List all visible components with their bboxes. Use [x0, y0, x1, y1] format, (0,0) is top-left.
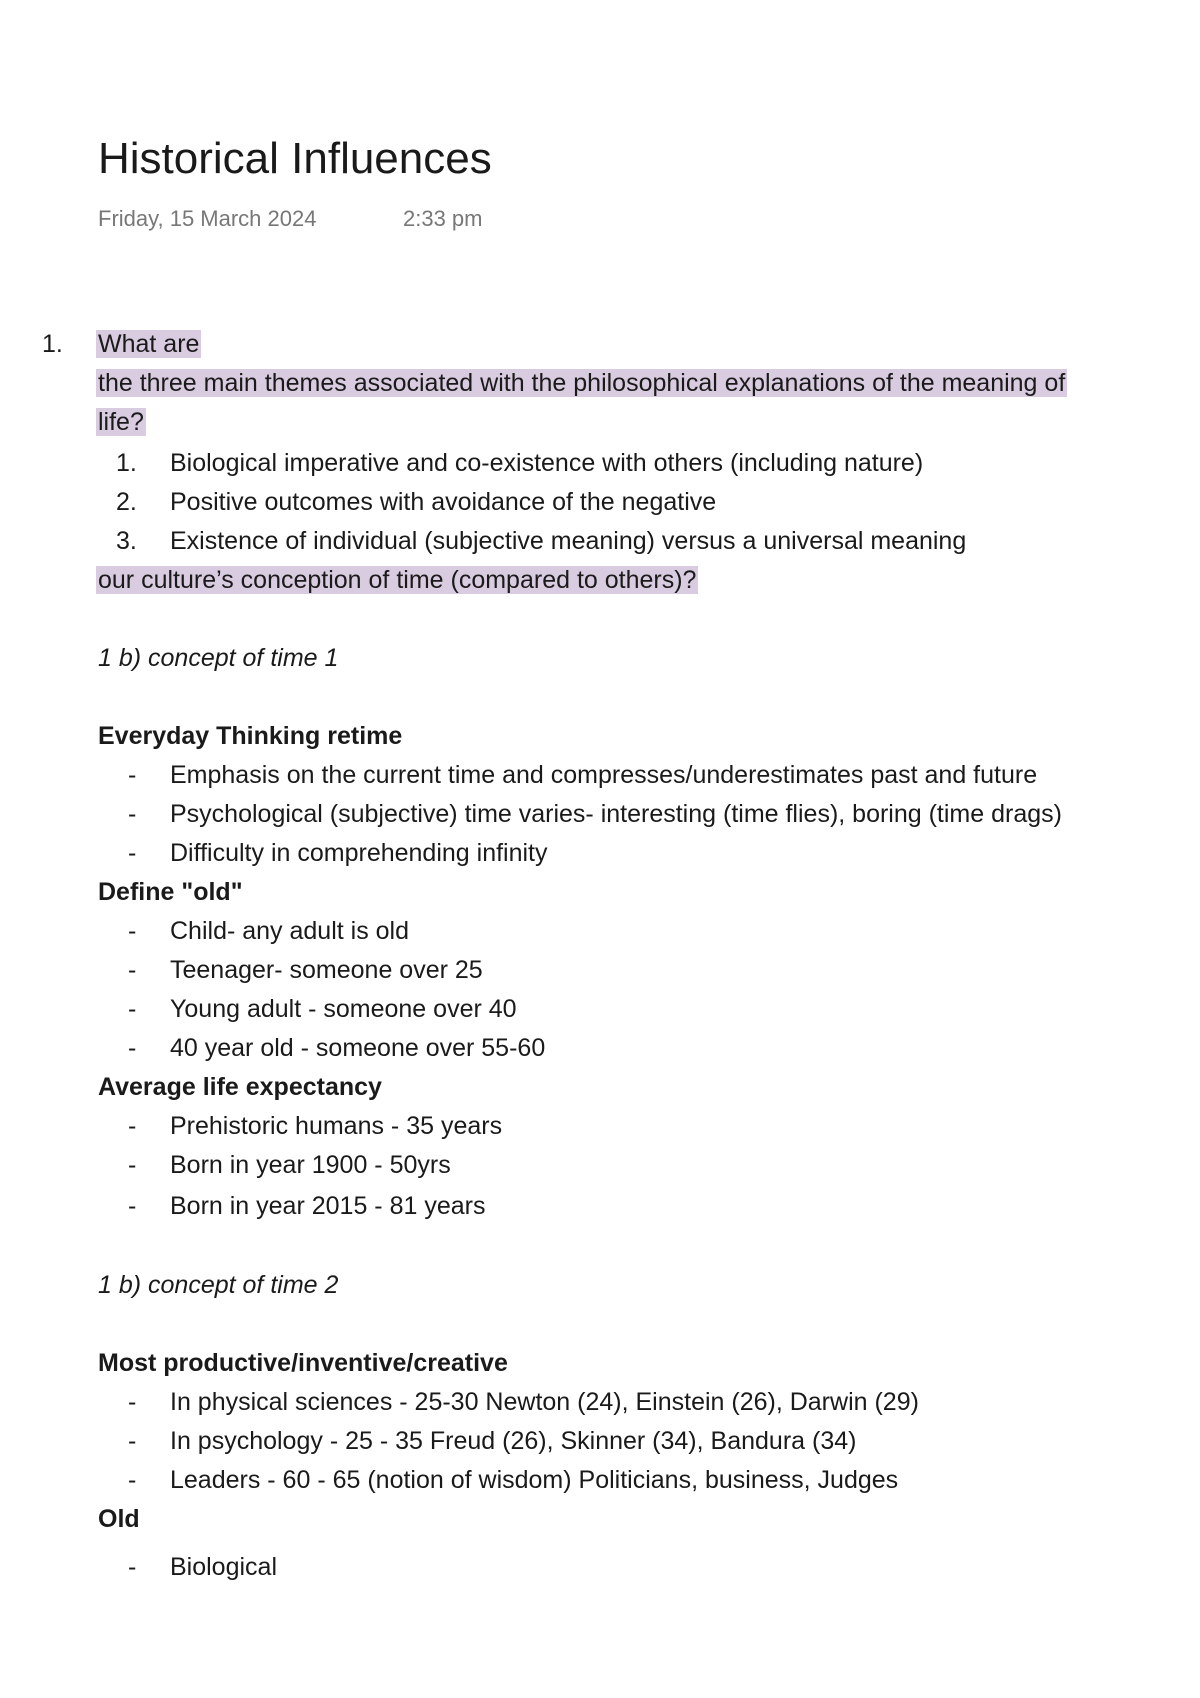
- list-item: Leaders - 60 - 65 (notion of wisdom) Politicians, business, Judges: [170, 1466, 899, 1494]
- section-title: 1 b) concept of time 2: [98, 1271, 339, 1299]
- bullet-marker: -: [128, 1388, 137, 1416]
- bullet-marker: -: [128, 1192, 137, 1220]
- question-line-1: [98, 327, 201, 361]
- bullet-marker: -: [128, 956, 137, 984]
- list-item: Child- any adult is old: [170, 917, 410, 945]
- question-number: 1.: [42, 330, 63, 358]
- bullet-marker: -: [128, 800, 137, 828]
- list-item: Young adult - someone over 40: [170, 995, 517, 1023]
- bullet-marker: -: [128, 761, 137, 789]
- group-heading: Most productive/inventive/creative: [98, 1349, 508, 1377]
- list-item: Teenager- someone over 25: [170, 956, 483, 984]
- subitem-text: Positive outcomes with avoidance of the negative: [170, 488, 717, 516]
- page-time: 2:33 pm: [403, 206, 483, 231]
- bullet-marker: -: [128, 1112, 137, 1140]
- group-heading: Average life expectancy: [98, 1073, 382, 1101]
- question-line-3: [98, 405, 146, 439]
- subitem-number: 2.: [116, 488, 137, 516]
- bullet-marker: -: [128, 1553, 137, 1581]
- list-item: Emphasis on the current time and compresses/underestimates past and future: [170, 761, 1038, 789]
- question-line-3-text: life?: [98, 408, 144, 436]
- group-heading: Everyday Thinking retime: [98, 722, 403, 750]
- bullet-marker: -: [128, 839, 137, 867]
- bullet-marker: -: [128, 917, 137, 945]
- list-item: Born in year 2015 - 81 years: [170, 1192, 486, 1220]
- bullet-marker: -: [128, 995, 137, 1023]
- list-item: Psychological (subjective) time varies- interesting (time flies), boring (time drags): [170, 800, 1062, 828]
- bullet-marker: -: [128, 1427, 137, 1455]
- list-item: In physical sciences - 25-30 Newton (24), Einstein (26), Darwin (29): [170, 1388, 919, 1416]
- group-heading: Define "old": [98, 878, 243, 906]
- list-item: In psychology - 25 - 35 Freud (26), Skinner (34), Bandura (34): [170, 1427, 857, 1455]
- question-line-2: [98, 366, 1067, 400]
- bullet-marker: -: [128, 1151, 137, 1179]
- list-item: 40 year old - someone over 55-60: [170, 1034, 546, 1062]
- question-line-1-text: What are: [98, 330, 200, 358]
- bullet-marker: -: [128, 1034, 137, 1062]
- subitem-number: 1.: [116, 449, 137, 477]
- list-item: Prehistoric humans - 35 years: [170, 1112, 503, 1140]
- group-heading: Old: [98, 1505, 140, 1533]
- list-item: Born in year 1900 - 50yrs: [170, 1151, 451, 1179]
- subitem-number: 3.: [116, 527, 137, 555]
- subitem-text: Existence of individual (subjective meaning) versus a universal meaning: [170, 527, 967, 555]
- question-followup: [98, 563, 698, 597]
- bullet-marker: -: [128, 1466, 137, 1494]
- question-line-2-text: the three main themes associated with the philosophical explanations of the meaning of: [98, 369, 1066, 397]
- page-date: Friday, 15 March 2024: [98, 206, 317, 231]
- list-item: Biological: [170, 1553, 278, 1581]
- question-followup-text: our culture’s conception of time (compared to others)?: [98, 566, 697, 594]
- section-title: 1 b) concept of time 1: [98, 644, 339, 672]
- list-item: Difficulty in comprehending infinity: [170, 839, 548, 867]
- subitem-text: Biological imperative and co-existence with others (including nature): [170, 449, 924, 477]
- page-title: Historical Influences: [98, 134, 492, 183]
